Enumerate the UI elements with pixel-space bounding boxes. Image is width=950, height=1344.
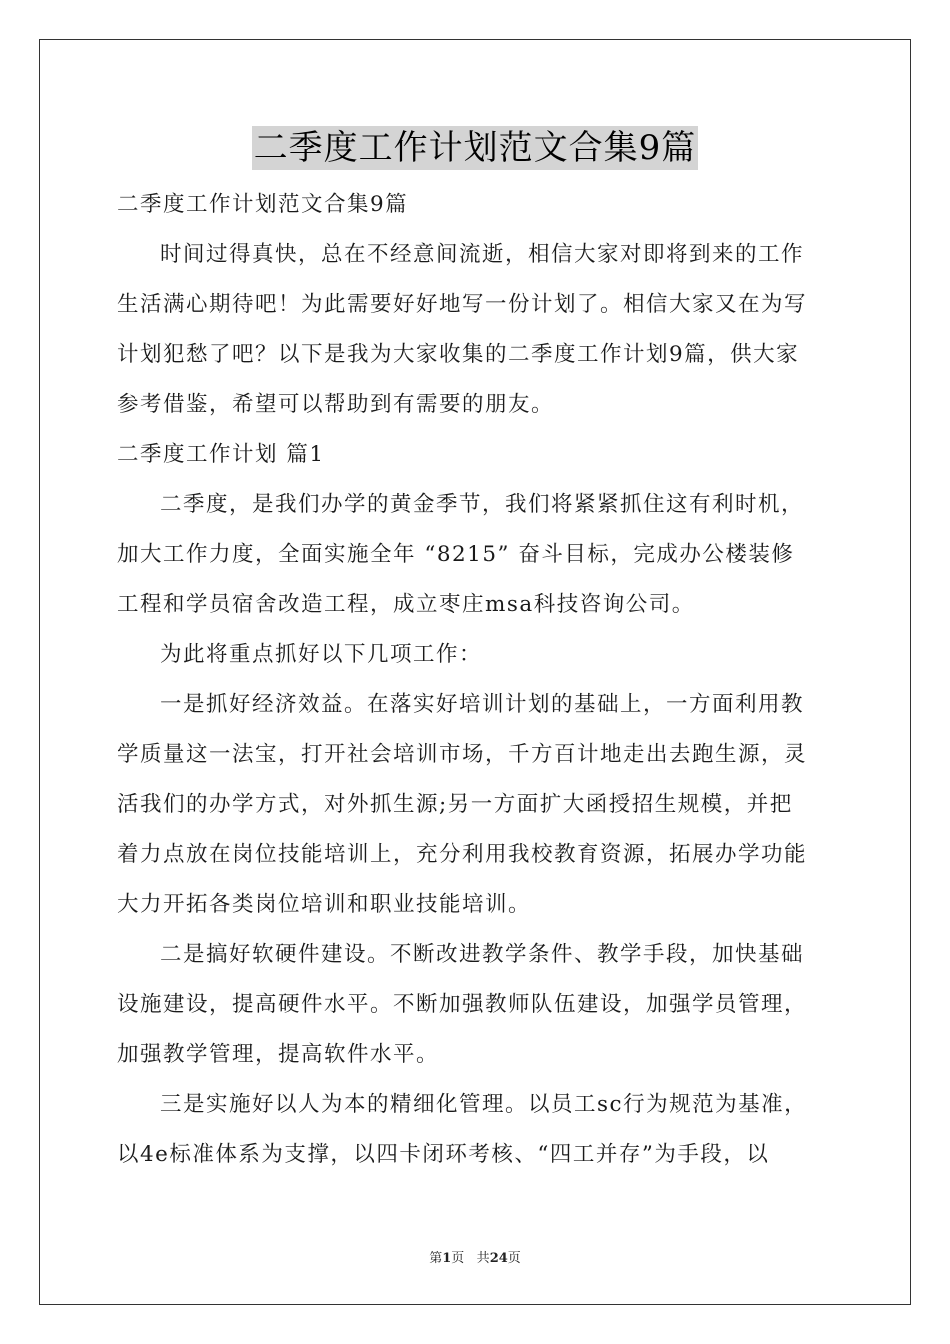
paragraph-line: 时间过得真快，总在不经意间流逝，相信大家对即将到来的工作	[160, 242, 805, 267]
page-footer	[0, 1247, 950, 1266]
title-container	[0, 126, 950, 170]
page-prefix: 第	[429, 1251, 443, 1266]
paragraph-intro	[117, 230, 837, 430]
page-suffix: 页	[451, 1251, 465, 1266]
paragraph-line: 二是搞好软硬件建设。不断改进教学条件、教学手段，加快基础	[160, 942, 805, 967]
total-prefix: 共	[476, 1251, 490, 1266]
paragraph-line: 参考借鉴，希望可以帮助到有需要的朋友。	[117, 392, 555, 417]
paragraph-item-1	[117, 680, 837, 930]
paragraph-line: 设施建设，提高硬件水平。不断加强教师队伍建设，加强学员管理，	[117, 992, 808, 1017]
paragraph-line: 大力开拓各类岗位培训和职业技能培训。	[117, 892, 532, 917]
document-body	[117, 180, 837, 1180]
total-suffix: 页	[507, 1251, 521, 1266]
section-heading: 二季度工作计划 篇1	[117, 442, 325, 467]
paragraph-line: 三是实施好以人为本的精细化管理。以员工sc行为规范为基准，	[160, 1092, 808, 1117]
paragraph-line: 生活满心期待吧！为此需要好好地写一份计划了。相信大家又在为写	[117, 292, 808, 317]
paragraph-line: 活我们的办学方式，对外抓生源;另一方面扩大函授招生规模，并把	[117, 792, 793, 817]
paragraph-item-3	[117, 1080, 837, 1180]
total-pages: 24	[489, 1251, 508, 1266]
document-title: 二季度工作计划范文合集9篇	[253, 128, 697, 168]
paragraph-line: 工程和学员宿舍改造工程，成立枣庄msa科技咨询公司。	[117, 592, 695, 617]
paragraph-line: 加强教学管理，提高软件水平。	[117, 1042, 440, 1067]
page-number: 1	[442, 1251, 452, 1266]
paragraph-line: 加大工作力度，全面实施全年 “8215” 奋斗目标，完成办公楼装修	[117, 542, 795, 567]
paragraph-line: 二季度，是我们办学的黄金季节，我们将紧紧抓住这有利时机，	[160, 492, 805, 517]
paragraph-line: 着力点放在岗位技能培训上，充分利用我校教育资源，拓展办学功能	[117, 842, 808, 867]
paragraph-line: 一是抓好经济效益。在落实好培训计划的基础上，一方面利用教	[160, 692, 805, 717]
paragraph-line: 学质量这一法宝，打开社会培训市场，千方百计地走出去跑生源，灵	[117, 742, 808, 767]
paragraph-line: 以4e标准体系为支撑，以四卡闭环考核、“四工并存”为手段，以	[117, 1142, 770, 1167]
paragraph-focus	[117, 630, 837, 680]
paragraph-item-2	[117, 930, 837, 1080]
paragraph-line: 计划犯愁了吧？以下是我为大家收集的二季度工作计划9篇，供大家	[117, 342, 800, 367]
paragraph-goals	[117, 480, 837, 630]
document-subtitle: 二季度工作计划范文合集9篇	[117, 192, 409, 217]
paragraph-line: 为此将重点抓好以下几项工作：	[160, 642, 483, 667]
